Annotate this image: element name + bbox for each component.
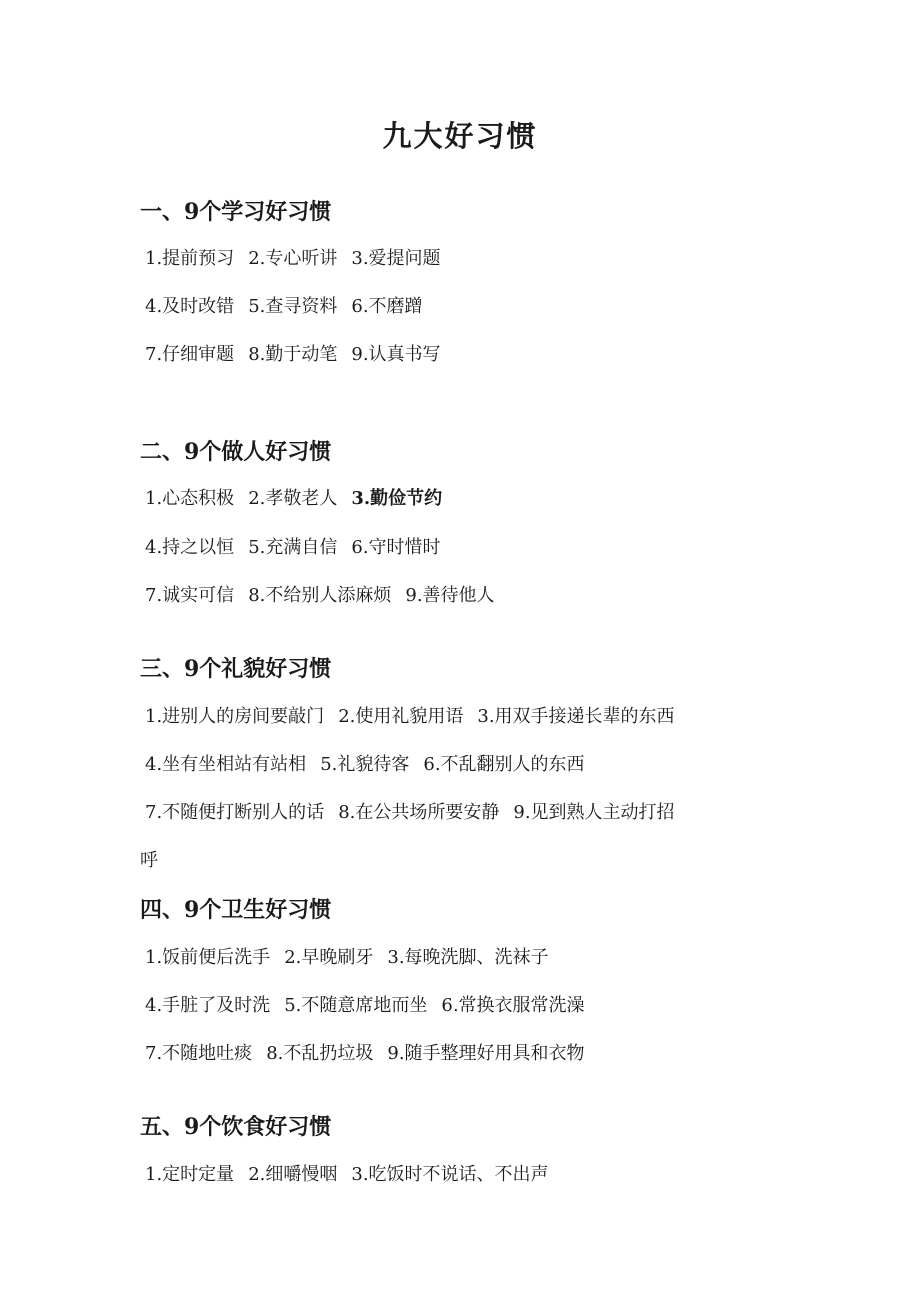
habit-item: 7.不随地吐痰 [145, 1043, 253, 1064]
habit-item: 4.及时改错 [145, 296, 235, 317]
habit-item: 5.不随意席地而坐 [284, 995, 428, 1016]
habit-item: 6.不磨蹭 [351, 296, 423, 317]
habit-item: 5.查寻资料 [248, 296, 338, 317]
section-courtesy-line-3 [145, 798, 689, 824]
section-hygiene-line-1 [145, 943, 563, 969]
habit-item: 1.定时定量 [145, 1164, 235, 1185]
section-study-line-3 [145, 340, 455, 366]
habit-item: 5.充满自信 [248, 537, 338, 558]
habit-item: 2.早晚刷牙 [284, 947, 374, 968]
section-hygiene-line-2 [145, 991, 599, 1017]
habit-item: 1.提前预习 [145, 248, 235, 269]
section-courtesy-line-1 [145, 702, 689, 728]
habit-item: 3.吃饭时不说话、不出声 [351, 1164, 549, 1185]
habit-item: 2.细嚼慢咽 [248, 1164, 338, 1185]
habit-item: 7.仔细审题 [145, 344, 235, 365]
section-heading-study: 一、9个学习好习惯 [140, 199, 332, 225]
habit-item: 9.随手整理好用具和衣物 [387, 1043, 585, 1064]
habit-item: 1.饭前便后洗手 [145, 947, 271, 968]
habit-item: 9.认真书写 [351, 344, 441, 365]
habit-item: 8.不乱扔垃圾 [266, 1043, 374, 1064]
section-courtesy-line-2 [145, 750, 599, 776]
habit-item: 4.坐有坐相站有站相 [145, 754, 307, 775]
habit-item: 8.不给别人添麻烦 [248, 585, 392, 606]
habit-item: 9.善待他人 [405, 585, 495, 606]
habit-item: 3.爱提问题 [351, 248, 441, 269]
section-study-line-2 [145, 292, 437, 318]
habit-item: 2.使用礼貌用语 [338, 706, 464, 727]
habit-item: 2.孝敬老人 [248, 488, 338, 509]
habit-item: 3.勤俭节约 [351, 488, 443, 509]
section-heading-courtesy: 三、9个礼貌好习惯 [140, 656, 332, 682]
habit-item: 3.每晚洗脚、洗袜子 [387, 947, 549, 968]
habit-item: 3.用双手接递长辈的东西 [477, 706, 675, 727]
section-heading-hygiene: 四、9个卫生好习惯 [140, 897, 332, 923]
habit-item: 8.在公共场所要安静 [338, 802, 500, 823]
section-character-line-2 [145, 533, 455, 559]
section-hygiene-line-3 [145, 1039, 599, 1065]
habit-item: 4.持之以恒 [145, 537, 235, 558]
section-diet-line-1 [145, 1160, 563, 1186]
habit-item: 1.心态积极 [145, 488, 235, 509]
habit-item: 4.手脏了及时洗 [145, 995, 271, 1016]
habit-item: 7.不随便打断别人的话 [145, 802, 325, 823]
section-character-line-1 [145, 484, 456, 510]
section-character-line-3 [145, 581, 509, 607]
habit-item: 2.专心听讲 [248, 248, 338, 269]
habit-item: 1.进别人的房间要敲门 [145, 706, 325, 727]
habit-item: 5.礼貌待客 [320, 754, 410, 775]
section-courtesy-line-wrap [140, 846, 172, 872]
section-heading-diet: 五、9个饮食好习惯 [140, 1114, 332, 1140]
habit-item: 6.守时惜时 [351, 537, 441, 558]
habit-item: 7.诚实可信 [145, 585, 235, 606]
section-heading-character: 二、9个做人好习惯 [140, 439, 332, 465]
section-study-line-1 [145, 244, 455, 270]
habit-item-continuation: 呼 [140, 850, 158, 871]
habit-item: 6.常换衣服常洗澡 [441, 995, 585, 1016]
habit-item: 6.不乱翻别人的东西 [423, 754, 585, 775]
habit-item: 8.勤于动笔 [248, 344, 338, 365]
habit-item: 9.见到熟人主动打招 [513, 802, 675, 823]
page-title: 九大好习惯 [382, 119, 538, 153]
